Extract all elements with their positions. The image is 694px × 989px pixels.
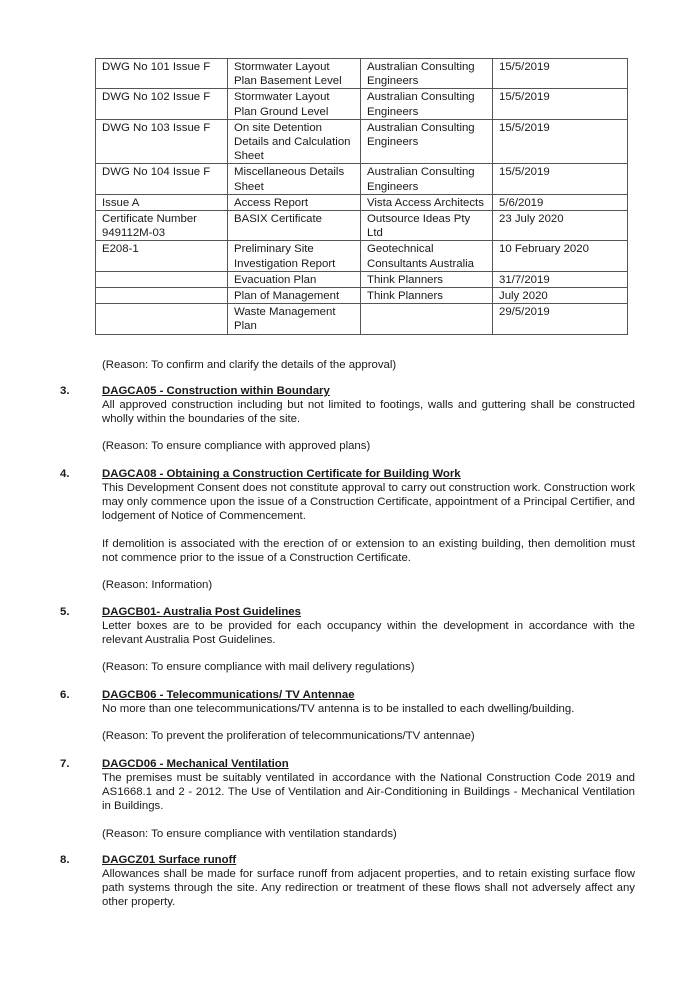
approved-documents-table xyxy=(95,58,628,335)
condition-paragraph: Allowances shall be made for surface runoff from adjacent properties, and to retain existing surface flow path systems through the site. Any redirection or treatment of these flows shall not adversely affect any other property. xyxy=(102,868,635,909)
condition-reason: (Reason: To ensure compliance with ventilation standards) xyxy=(102,827,397,840)
document-date-cell: 5/6/2019 xyxy=(493,194,628,210)
prepared-by-cell: Outsource Ideas Pty Ltd xyxy=(361,211,493,241)
document-date-cell: 15/5/2019 xyxy=(493,89,628,119)
condition-body xyxy=(102,867,635,910)
document-date-cell: 31/7/2019 xyxy=(493,271,628,287)
document-reference-cell: E208-1 xyxy=(96,241,228,271)
condition-reason: (Reason: To ensure compliance with approved plans) xyxy=(102,440,371,453)
condition-title: DAGCA08 - Obtaining a Construction Certificate for Building Work xyxy=(102,468,461,480)
document-title-cell: Waste Management Plan xyxy=(228,304,361,334)
document-reference-cell xyxy=(96,304,228,334)
condition-number: 4. xyxy=(60,468,70,480)
prepared-by-cell: Think Planners xyxy=(361,288,493,304)
condition-number: 3. xyxy=(60,385,70,397)
document-title-cell: On site Detention Details and Calculation Sheet xyxy=(228,119,361,164)
document-reference-cell: Certificate Number 949112M-03 xyxy=(96,211,228,241)
condition-title: DAGCB01- Australia Post Guidelines xyxy=(102,606,301,618)
condition-paragraph: No more than one telecommunications/TV antenna is to be installed to each dwelling/building. xyxy=(102,703,575,715)
document-date-cell: 29/5/2019 xyxy=(493,304,628,334)
condition-body xyxy=(102,771,635,841)
condition-paragraph: This Development Consent does not constitute approval to carry out construction work. Construction work may only commence upon the issue of a Construction Certificate, appointment of a Principal Certifier, and lodgement of Notice of Commencement. xyxy=(102,482,635,523)
document-date-cell: 10 February 2020 xyxy=(493,241,628,271)
prepared-by-cell: Geotechnical Consultants Australia xyxy=(361,241,493,271)
document-title-cell: BASIX Certificate xyxy=(228,211,361,241)
table-row xyxy=(96,288,628,304)
document-reference-cell: DWG No 102 Issue F xyxy=(96,89,228,119)
document-title-cell: Access Report xyxy=(228,194,361,210)
table-row xyxy=(96,89,628,119)
condition-body xyxy=(102,481,635,592)
document-date-cell: 15/5/2019 xyxy=(493,119,628,164)
condition-reason: (Reason: Information) xyxy=(102,579,213,592)
document-reference-cell: DWG No 103 Issue F xyxy=(96,119,228,164)
document-title-cell: Stormwater Layout Plan Basement Level xyxy=(228,59,361,89)
document-reference-cell xyxy=(96,288,228,304)
document-title-cell: Preliminary Site Investigation Report xyxy=(228,241,361,271)
table-row xyxy=(96,194,628,210)
document-reference-cell xyxy=(96,271,228,287)
condition-number: 5. xyxy=(60,606,70,618)
condition-paragraph: The premises must be suitably ventilated in accordance with the National Construction Code 2019 and AS1668.1 and 2 - 2012. The Use of Ventilation and Air-Conditioning in Buildings - Mechanical Ventilation in Buildings. xyxy=(102,772,635,813)
condition-paragraph: Letter boxes are to be provided for each occupancy within the development in accordance with the relevant Australia Post Guidelines. xyxy=(102,620,635,647)
table-row xyxy=(96,164,628,194)
condition-paragraph: All approved construction including but not limited to footings, walls and guttering shall be constructed wholly within the boundaries of the site. xyxy=(102,399,635,426)
document-reference-cell: DWG No 101 Issue F xyxy=(96,59,228,89)
condition-title: DAGCD06 - Mechanical Ventilation xyxy=(102,758,289,770)
document-date-cell: 15/5/2019 xyxy=(493,59,628,89)
document-title-cell: Evacuation Plan xyxy=(228,271,361,287)
prepared-by-cell: Vista Access Architects xyxy=(361,194,493,210)
prepared-by-cell: Australian Consulting Engineers xyxy=(361,164,493,194)
condition-title: DAGCB06 - Telecommunications/ TV Antennae xyxy=(102,689,355,701)
condition-number: 7. xyxy=(60,758,70,770)
condition-reason: (Reason: To ensure compliance with mail delivery regulations) xyxy=(102,661,415,674)
prepared-by-cell xyxy=(361,304,493,334)
prepared-by-cell: Think Planners xyxy=(361,271,493,287)
condition-paragraph: If demolition is associated with the erection of or extension to an existing building, then demolition must not commence prior to the issue of a Construction Certificate. xyxy=(102,537,635,564)
condition-body xyxy=(102,619,635,675)
document-title-cell: Miscellaneous Details Sheet xyxy=(228,164,361,194)
condition-body xyxy=(102,702,635,743)
prepared-by-cell: Australian Consulting Engineers xyxy=(361,89,493,119)
table-row xyxy=(96,211,628,241)
condition-number: 8. xyxy=(60,854,70,866)
table-row xyxy=(96,304,628,334)
document-date-cell: 23 July 2020 xyxy=(493,211,628,241)
table-row xyxy=(96,241,628,271)
condition-number: 6. xyxy=(60,689,70,701)
condition-title: DAGCA05 - Construction within Boundary xyxy=(102,385,330,397)
condition-title: DAGCZ01 Surface runoff xyxy=(102,854,237,866)
table-row xyxy=(96,59,628,89)
document-date-cell: July 2020 xyxy=(493,288,628,304)
condition-body xyxy=(102,398,635,454)
table-reason: (Reason: To confirm and clarify the details of the approval) xyxy=(102,359,397,371)
document-reference-cell: DWG No 104 Issue F xyxy=(96,164,228,194)
prepared-by-cell: Australian Consulting Engineers xyxy=(361,59,493,89)
document-title-cell: Stormwater Layout Plan Ground Level xyxy=(228,89,361,119)
table-row xyxy=(96,271,628,287)
table-row xyxy=(96,119,628,164)
document-date-cell: 15/5/2019 xyxy=(493,164,628,194)
document-title-cell: Plan of Management xyxy=(228,288,361,304)
document-reference-cell: Issue A xyxy=(96,194,228,210)
condition-reason: (Reason: To prevent the proliferation of telecommunications/TV antennae) xyxy=(102,730,475,743)
prepared-by-cell: Australian Consulting Engineers xyxy=(361,119,493,164)
